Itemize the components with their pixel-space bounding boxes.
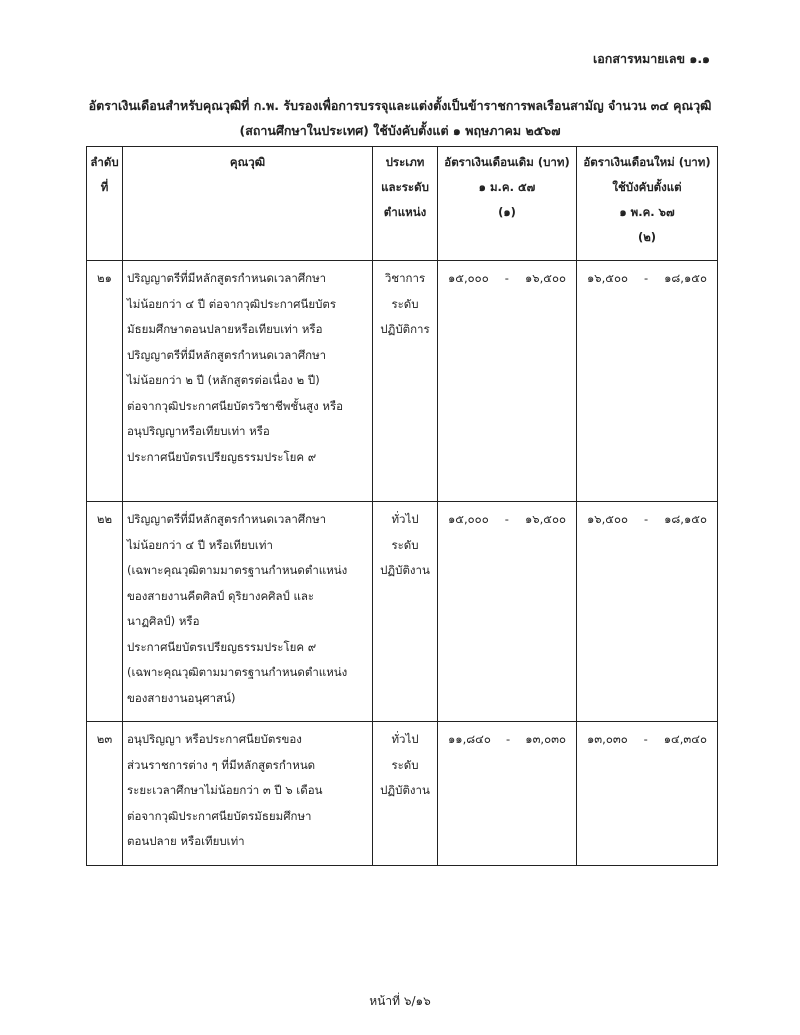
document-number: เอกสารหมายเลข ๑.๑	[593, 51, 710, 66]
header-new-salary: อัตราเงินเดือนใหม่ (บาท) ใช้บังคับตั้งแต่ ๑ พ.ค. ๖๗ (๒)	[577, 147, 718, 261]
header-qualification: คุณวุฒิ	[123, 147, 373, 261]
salary-rate-table	[86, 146, 718, 866]
row-number: ๒๒	[87, 502, 123, 722]
old-salary-range: ๑๕,๐๐๐ - ๑๖,๕๐๐	[438, 261, 577, 502]
qualification-cell: ปริญญาตรีที่มีหลักสูตรกำหนดเวลาศึกษา ไม่น้อยกว่า ๔ ปี หรือเทียบเท่า (เฉพาะคุณวุฒิตามมาตรฐานกำหนดตำแหน่ง ของสายงานคีตศิลป์ ดุริยางคศิลป์ และ นาฏศิลป์) หรือ ประกาศนียบัตรเปรียญธรรมประโยค ๙ (เฉพาะคุณวุฒิตามมาตรฐานกำหนดตำแหน่ง ของสายงานอนุศาสน์)	[123, 502, 373, 722]
new-salary-range: ๑๖,๕๐๐ - ๑๘,๑๕๐	[577, 502, 718, 722]
table-header-row	[87, 147, 718, 261]
new-salary-range: ๑๖,๕๐๐ - ๑๘,๑๕๐	[577, 261, 718, 502]
position-type-cell: ทั่วไป ระดับ ปฏิบัติงาน	[373, 722, 438, 866]
qualification-cell: อนุปริญญา หรือประกาศนียบัตรของ ส่วนราชการต่าง ๆ ที่มีหลักสูตรกำหนด ระยะเวลาศึกษาไม่น้อยกว่า ๓ ปี ๖ เดือน ต่อจากวุฒิประกาศนียบัตรมัธยมศึกษา ตอนปลาย หรือเทียบเท่า	[123, 722, 373, 866]
new-salary-range: ๑๓,๐๓๐ - ๑๔,๓๔๐	[577, 722, 718, 866]
header-old-salary: อัตราเงินเดือนเดิม (บาท) ๑ ม.ค. ๕๗ (๑)	[438, 147, 577, 261]
table-row	[87, 261, 718, 502]
page-number: หน้าที่ ๖/๑๖	[369, 994, 431, 1008]
qualification-cell: ปริญญาตรีที่มีหลักสูตรกำหนดเวลาศึกษา ไม่น้อยกว่า ๔ ปี ต่อจากวุฒิประกาศนียบัตร มัธยมศึกษาตอนปลายหรือเทียบเท่า หรือ ปริญญาตรีที่มีหลักสูตรกำหนดเวลาศึกษา ไม่น้อยกว่า ๒ ปี (หลักสูตรต่อเนื่อง ๒ ปี) ต่อจากวุฒิประกาศนียบัตรวิชาชีพชั้นสูง หรือ อนุปริญญาหรือเทียบเท่า หรือ ประกาศนียบัตรเปรียญธรรมประโยค ๙	[123, 261, 373, 502]
position-type-cell: วิชาการ ระดับ ปฏิบัติการ	[373, 261, 438, 502]
row-number: ๒๓	[87, 722, 123, 866]
old-salary-range: ๑๕,๐๐๐ - ๑๖,๕๐๐	[438, 502, 577, 722]
header-no: ลำดับ ที่	[87, 147, 123, 261]
row-number: ๒๑	[87, 261, 123, 502]
table-row	[87, 722, 718, 866]
document-subtitle: (สถานศึกษาในประเทศ) ใช้บังคับตั้งแต่ ๑ พฤษภาคม ๒๕๖๗	[239, 123, 561, 138]
old-salary-range: ๑๑,๘๔๐ - ๑๓,๐๓๐	[438, 722, 577, 866]
table-row	[87, 502, 718, 722]
position-type-cell: ทั่วไป ระดับ ปฏิบัติงาน	[373, 502, 438, 722]
header-type: ประเภท และระดับ ตำแหน่ง	[373, 147, 438, 261]
document-title: อัตราเงินเดือนสำหรับคุณวุฒิที่ ก.พ. รับรองเพื่อการบรรจุและแต่งตั้งเป็นข้าราชการพลเรือนสามัญ จำนวน ๓๔ คุณวุฒิ	[88, 98, 712, 113]
